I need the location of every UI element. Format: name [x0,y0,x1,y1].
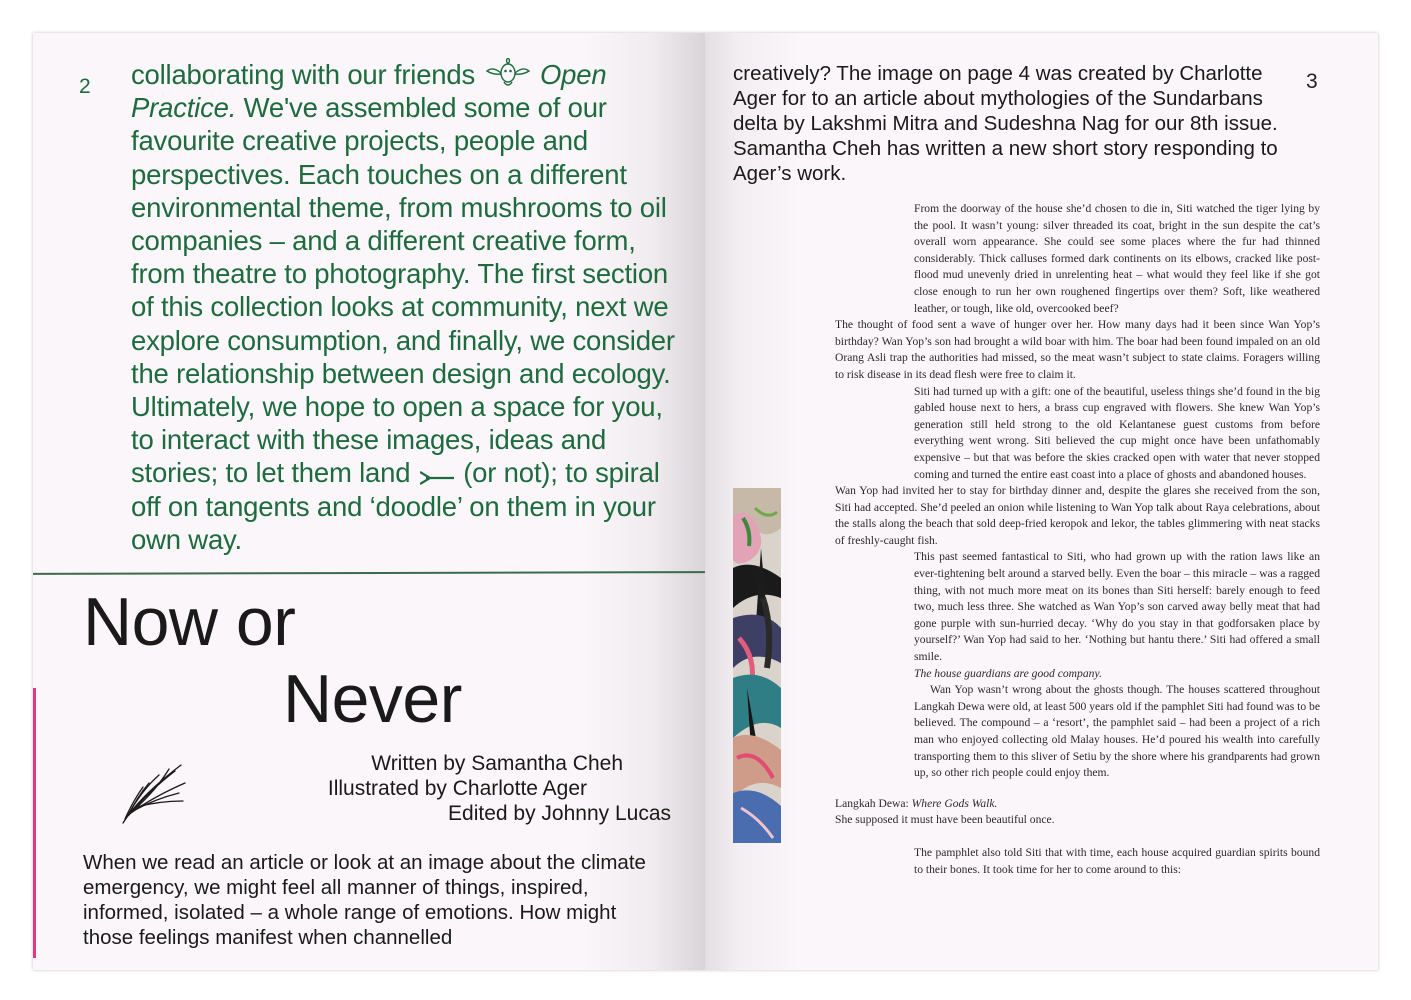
credit-edited-by: Edited by Johnny Lucas [448,802,671,825]
story-paragraph: Siti had turned up with a gift: one of the beautiful, useless things she’d found in the big gabled house next to hers, a brass cup engraved with flowers. She knew Wan Yop’s generation still held strong to the old Kelantanese guest customs from before everything went wrong. Siti believed the cup might once have been unfathomably expensive – but that was before the skies cracked open with water that never stopped coming and turned the entire east coast into a place of ghosts and abandoned houses. [914,384,1320,481]
open-practice-logo-icon [485,58,531,88]
article-intro-text-left: When we read an article or look at an image about the climate emergency, we might feel all manner of things, inspired, informed, isolated – a whole range of emotions. How might those feelings manifest when channelled [83,851,646,949]
story-paragraph: Wan Yop had invited her to stay for birthday dinner and, despite the glares she received from the son, Siti had accepted. She’d peeled an onion while listening to Wan Yop talk about Raya celebrations, about the stalls along the beach that sold deep-fried keropok and lekor, the tables glimmering with neat stacks of freshly-caught fish. [835,484,1320,547]
story-italic-line: The house guardians are good company. [914,666,1102,680]
story-place-name: Langkah Dewa: [835,796,912,810]
arrow-right-icon [420,470,454,486]
article-intro-text-right: creatively? The image on page 4 was created by Charlotte Ager for to an article about mythologies of the Sundarbans delta by Lakshmi Mitra and Sudeshna Nag for our 8th issue. Samantha Cheh has written a new short story responding to Ager’s work. [733,62,1278,185]
article-intro-right [733,61,1293,186]
story-paragraph: This past seemed fantastical to Siti, who had grown up with the ration laws like an ever-tightening belt around a starved belly. Even the boar – this miracle – was a ragged thing, with not much more meat on its bones than Siti herself: barely enough to feed two, much less three. She watched as Wan Yop’s son carved away belly meat that had gone purple with sun-hurried decay. ‘Why do you stay in that godforsaken place by yourself?’ Wan Yop had said to her. ‘Nothing but hantu there.’ Siti had offered a small smile. [914,550,1320,664]
credit-illustrated-by: Illustrated by Charlotte Ager [327,777,587,800]
title-line-2: Never [283,661,462,737]
story-paragraph: Wan Yop wasn’t wrong about the ghosts though. The houses scattered throughout Langkah Dewa were old, at least 500 years old if the pamphlet Siti had found was to be believed. The compound – a ‘resort’, the pamphlet said – had been a project of a rich man who enjoyed collecting old Malay houses. He’d poured his wealth into carefully transporting them to this sliver of Setiu by the shore where his grandparents had grown up, so other rich people could enjoy them. [914,683,1320,780]
intro-line1: collaborating with our friends [131,59,476,90]
intro-paragraph-1: We've assembled some of our favourite creative projects, people and perspectives. Each touches on a different environmental theme, from mushrooms to oil companies – and a different creative form, from theatre to photography. The first section of this collection looks at community, next we explore consumption, and finally, we consider the relationship between design and ecology. [131,92,675,389]
right-page [705,33,1378,970]
story-paragraph: The thought of food sent a wave of hunger over her. How many days had it been since Wan Yop’s birthday? Wan Yop’s son had brought a wild boar with him. The boar had been found impaled on an old Orang Asli trap the authorities had missed, so the meat wasn’t subject to state claims. Foragers willing to risk disease in its dead flesh were free to claim it. [835,318,1320,381]
intro-paragraph-2b: (or not); to spiral off on tangents and ‘doodle’ on them in your own way. [131,457,660,555]
story-place-meaning: Where Gods Walk. [911,796,998,810]
page-number-right: 3 [1306,70,1318,93]
section-divider [33,571,705,575]
open-practice-italic-b: Practice. [131,92,237,124]
illustration-strip [733,488,781,843]
page-number-left: 2 [79,75,91,98]
story-paragraph-short: She supposed it must have been beautiful once. [835,813,1055,827]
magazine-spread [33,33,1378,970]
story-paragraph-short [835,796,1320,813]
open-practice-italic-a: Open [539,59,607,90]
credits-block [251,751,671,826]
title-line-1: Now or [83,584,296,660]
left-page [33,33,705,970]
pink-page-edge [33,688,36,958]
feather-sketch-icon [119,761,189,825]
intro-paragraph-2a: Ultimately, we hope to open a space for you, to interact with these images, ideas and stories; to let them land [131,391,663,489]
story-paragraph: From the doorway of the house she’d chosen to die in, Siti watched the tiger lying by the pool. It wasn’t young: silver threaded its coat, bright in the sun despite the cat’s overall worn appearance. She could see some places where the fur had thinned considerably. Thick calluses formed dark continents on its elbows, cracked like post-flood mud unevenly dried in unrelenting heat – what would they feel like if she got close enough to run her own roughened fingertips over them? Soft, like weathered leather, or tough, like old, overcooked beef? [914,202,1320,315]
green-intro-text [81,58,681,556]
story-paragraph: The pamphlet also told Siti that with time, each house acquired guardian spirits bound to their bones. It took time for her to come around to this: [914,845,1320,876]
story-body [835,201,1320,878]
article-intro-left [83,850,663,950]
credit-written-by: Written by Samantha Cheh [371,752,623,775]
